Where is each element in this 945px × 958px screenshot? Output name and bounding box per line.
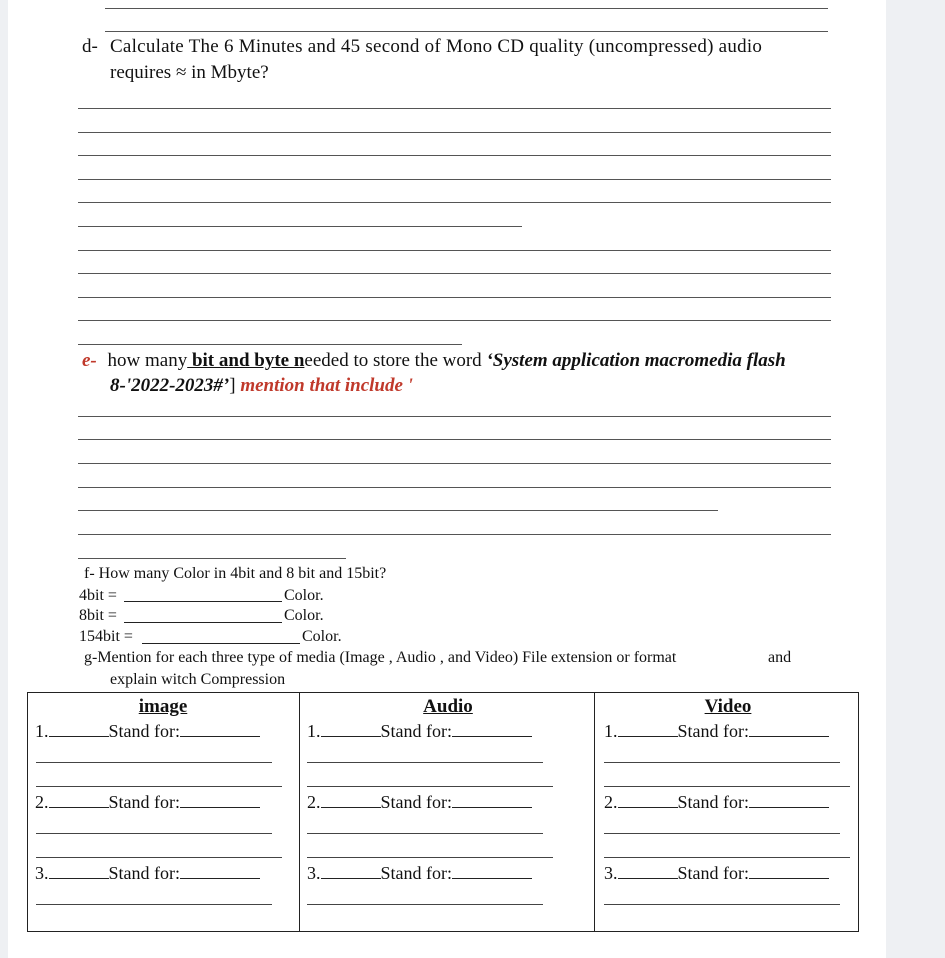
row-number: 3. (604, 863, 618, 883)
audio-row-2-line (307, 833, 543, 834)
header-audio: Audio (423, 696, 473, 717)
answer-line[interactable] (78, 534, 831, 535)
question-g-line1: g-Mention for each three type of media (Image , Audio , and Video) File extension or format (84, 649, 677, 666)
video-row-3-line (604, 904, 840, 905)
image-row-2-line (36, 857, 282, 858)
extension-blank[interactable] (321, 864, 381, 879)
stand-for-blank[interactable] (749, 864, 829, 879)
audio-row-3 (307, 863, 532, 884)
question-e-word-end: 8-'2022-2023#’ (110, 375, 230, 396)
column-divider (594, 693, 595, 931)
question-e-note: mention that include ' (240, 375, 413, 396)
image-row-2 (35, 792, 260, 813)
video-row-1-line (604, 786, 850, 787)
answer-line (105, 8, 828, 9)
answer-line[interactable] (78, 463, 831, 464)
extension-blank[interactable] (49, 864, 109, 879)
image-row-3-line (36, 904, 272, 905)
row-number: 2. (604, 792, 618, 812)
answer-line[interactable] (78, 250, 831, 251)
question-g-line1-end: and (768, 649, 792, 666)
audio-row-1 (307, 721, 532, 742)
row-number: 3. (35, 863, 49, 883)
stand-for-label: Stand for: (108, 863, 180, 883)
video-row-3 (604, 863, 829, 884)
video-row-2-line (604, 833, 840, 834)
audio-row-3-line (307, 904, 543, 905)
image-row-1-line (36, 762, 272, 763)
answer-line[interactable] (78, 155, 831, 156)
question-e-bracket: ] (229, 375, 241, 396)
stand-for-blank[interactable] (180, 722, 260, 737)
media-table (27, 692, 859, 932)
stand-for-blank[interactable] (749, 722, 829, 737)
stand-for-blank[interactable] (452, 722, 532, 737)
stand-for-label: Stand for: (108, 721, 180, 741)
question-e-highlight: bit and byte n (187, 350, 305, 371)
header-image: image (138, 696, 188, 717)
question-e-line1 (82, 350, 786, 372)
question-e-label: e- (82, 350, 97, 371)
stand-for-blank[interactable] (452, 793, 532, 808)
answer-line[interactable] (78, 320, 831, 321)
image-row-1-line (36, 786, 282, 787)
question-e-text-b: eeded to store the word (304, 350, 487, 371)
stand-for-label: Stand for: (380, 721, 452, 741)
video-row-2 (604, 792, 829, 813)
extension-blank[interactable] (49, 793, 109, 808)
question-e-text-a: how many (107, 350, 188, 371)
answer-4bit-blank[interactable] (124, 601, 282, 602)
worksheet-page (8, 0, 886, 958)
video-row-2-line (604, 857, 850, 858)
stand-for-label: Stand for: (380, 792, 452, 812)
column-divider (299, 693, 300, 931)
answer-line[interactable] (78, 108, 831, 109)
row-number: 1. (307, 721, 321, 741)
answer-line[interactable] (78, 273, 831, 274)
question-d-line2: requires ≈ in Mbyte? (110, 62, 269, 83)
image-row-1 (35, 721, 260, 742)
row-number: 2. (35, 792, 49, 812)
question-e-word: ‘System application macromedia flash (486, 350, 786, 371)
stand-for-label: Stand for: (108, 792, 180, 812)
question-f-prompt: f- How many Color in 4bit and 8 bit and 15bit? (84, 565, 387, 582)
answer-line[interactable] (78, 132, 831, 133)
video-row-1-line (604, 762, 840, 763)
answer-line[interactable] (78, 179, 831, 180)
answer-line[interactable] (78, 558, 346, 559)
answer-8bit-blank[interactable] (124, 622, 282, 623)
extension-blank[interactable] (321, 722, 381, 737)
extension-blank[interactable] (618, 722, 678, 737)
question-e-line2 (110, 375, 413, 397)
extension-blank[interactable] (618, 793, 678, 808)
answer-line (105, 31, 828, 32)
header-video: Video (704, 696, 752, 717)
row-number: 2. (307, 792, 321, 812)
audio-row-1-line (307, 786, 553, 787)
extension-blank[interactable] (321, 793, 381, 808)
stand-for-label: Stand for: (677, 792, 749, 812)
video-row-1 (604, 721, 829, 742)
answer-8bit-unit: Color. (284, 607, 324, 624)
answer-line[interactable] (78, 297, 831, 298)
question-g-line2: explain witch Compression (110, 671, 286, 688)
stand-for-blank[interactable] (180, 864, 260, 879)
audio-row-2 (307, 792, 532, 813)
row-number: 1. (35, 721, 49, 741)
answer-4bit-label: 4bit = (79, 587, 117, 604)
extension-blank[interactable] (618, 864, 678, 879)
stand-for-label: Stand for: (677, 721, 749, 741)
answer-154bit-label: 154bit = (79, 628, 133, 645)
answer-line[interactable] (78, 439, 831, 440)
answer-line[interactable] (78, 510, 718, 511)
image-row-3 (35, 863, 260, 884)
stand-for-label: Stand for: (380, 863, 452, 883)
stand-for-blank[interactable] (180, 793, 260, 808)
row-number: 3. (307, 863, 321, 883)
audio-row-2-line (307, 857, 553, 858)
stand-for-label: Stand for: (677, 863, 749, 883)
answer-line[interactable] (78, 344, 462, 345)
question-d-line1: Calculate The 6 Minutes and 45 second of Mono CD quality (uncompressed) audio (110, 36, 763, 57)
extension-blank[interactable] (49, 722, 109, 737)
stand-for-blank[interactable] (749, 793, 829, 808)
image-row-2-line (36, 833, 272, 834)
answer-154bit-unit: Color. (302, 628, 342, 645)
stand-for-blank[interactable] (452, 864, 532, 879)
answer-line[interactable] (78, 226, 522, 227)
audio-row-1-line (307, 762, 543, 763)
answer-4bit-unit: Color. (284, 587, 324, 604)
answer-154bit-blank[interactable] (142, 643, 300, 644)
row-number: 1. (604, 721, 618, 741)
answer-line[interactable] (78, 487, 831, 488)
answer-line[interactable] (78, 416, 831, 417)
answer-line[interactable] (78, 202, 831, 203)
answer-8bit-label: 8bit = (79, 607, 117, 624)
question-d-label: d- (82, 36, 98, 57)
